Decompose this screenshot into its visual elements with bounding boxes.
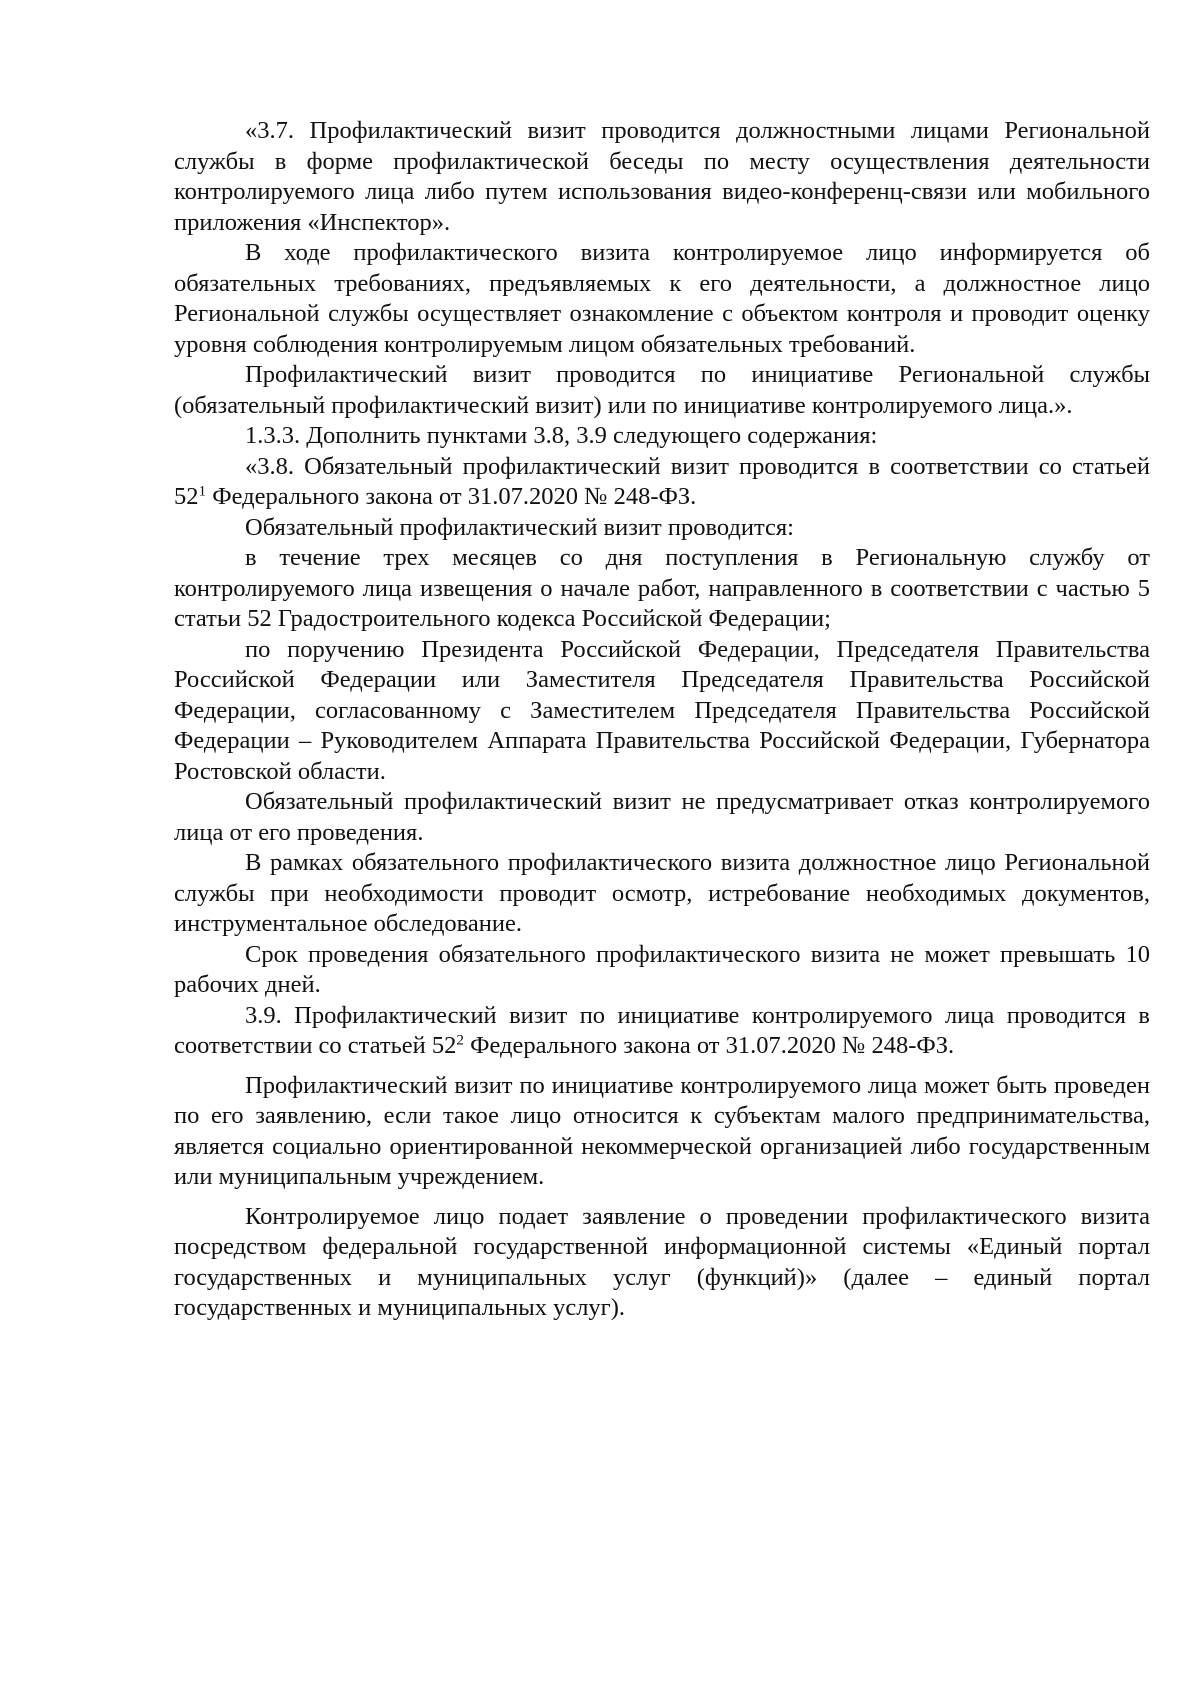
paragraph-no-refusal: Обязательный профилактический визит не предусматривает отказ контролируемого лица от его проведения. [174, 788, 1150, 846]
paragraph-3-9-text: 3.9. Профилактический визит по инициативе контролируемого лица проводится в соответствии со статьей 52 [174, 1001, 1150, 1059]
paragraph-3-8 [174, 452, 1150, 513]
paragraph-1-3-3: 1.3.3. Дополнить пунктами 3.8, 3.9 следующего содержания: [245, 422, 878, 449]
paragraph-3-9-text-end: Федерального закона от 31.07.2020 № 248-ФЗ. [464, 1032, 955, 1059]
paragraph-application-eligibility: Профилактический визит по инициативе контролируемого лица может быть проведен по его заявлению, если такое лицо относится к субъектам малого предпринимательства, является социально ориентированной некоммерческой организацией либо государственным или муниципальным учреждением. [174, 1071, 1150, 1190]
paragraph-duration: Срок проведения обязательного профилактического визита не может превышать 10 рабочих дней. [174, 940, 1150, 998]
paragraph-3-7: «3.7. Профилактический визит проводится должностными лицами Региональной службы в форме профилактической беседы по месту осуществления деятельности контролируемого лица либо путем использования видео-конференц-связи или мобильного приложения «Инспектор». [174, 117, 1150, 236]
document-page [174, 116, 1150, 1324]
paragraph-visit-information: В ходе профилактического визита контролируемое лицо информируется об обязательных требованиях, предъявляемых к его деятельности, а должностное лицо Региональной службы осуществляет ознакомление с объектом контроля и проводит оценку уровня соблюдения контролируемым лицом обязательных требований. [174, 239, 1150, 358]
paragraph-by-order: по поручению Президента Российской Федерации, Председателя Правительства Российской Федерации или Заместителя Председателя Правительства Российской Федерации, согласованному с Заместителем Председателя Правительства Российской Федерации – Руководителем Аппарата Правительства Российской Федерации, Губернатора Ростовской области. [174, 635, 1150, 785]
paragraph-application-submission: Контролируемое лицо подает заявление о проведении профилактического визита посредством федеральной государственной информационной системы «Единый портал государственных и муниципальных услуг (функций)» (далее – единый портал государственных и муниципальных услуг). [174, 1202, 1150, 1321]
paragraph-3-8-text: «3.8. Обязательный профилактический визит проводится в соответствии со статьей 52 [174, 452, 1150, 510]
paragraph-visit-initiative: Профилактический визит проводится по инициативе Региональной службы (обязательный профилактический визит) или по инициативе контролируемого лица.». [174, 361, 1150, 419]
paragraph-mandatory-visit-conducted: Обязательный профилактический визит проводится: [245, 513, 794, 541]
paragraph-3-8-text-end: Федерального закона от 31.07.2020 № 248-ФЗ. [206, 483, 697, 510]
paragraph-3-8-superscript: 1 [198, 482, 207, 500]
paragraph-3-9-superscript: 2 [456, 1031, 465, 1049]
paragraph-inspection-scope: В рамках обязательного профилактического визита должностное лицо Региональной службы при необходимости проводит осмотр, истребование необходимых документов, инструментальное обследование. [174, 849, 1150, 937]
paragraph-three-months: в течение трех месяцев со дня поступления в Региональную службу от контролируемого лица извещения о начале работ, направленного в соответствии с частью 5 статьи 52 Градостроительного кодекса Российской Федерации; [174, 544, 1150, 632]
paragraph-3-9 [174, 1001, 1150, 1062]
